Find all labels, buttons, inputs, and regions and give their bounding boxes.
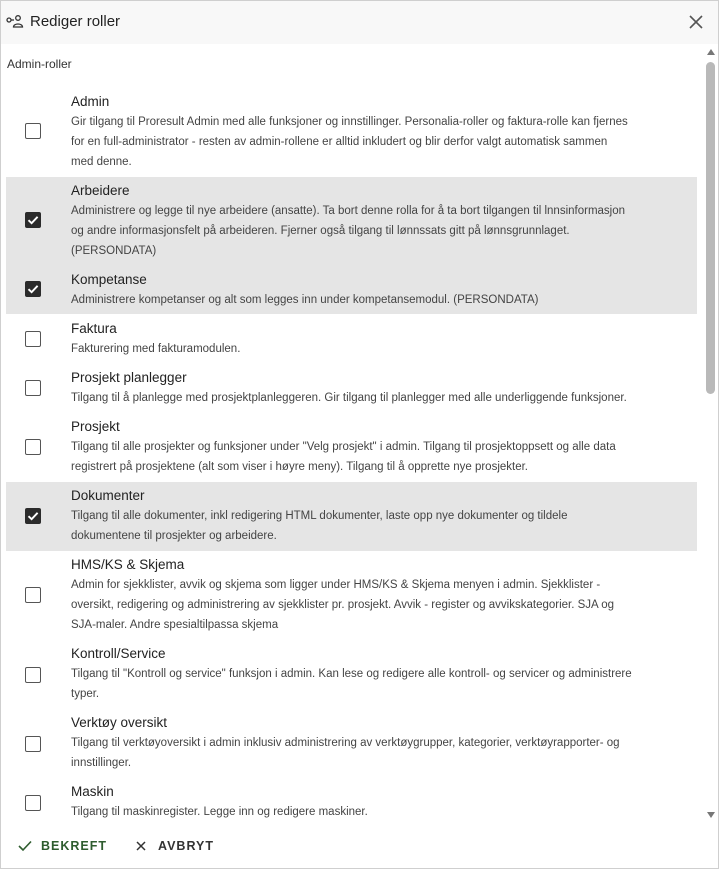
user-roles-icon — [6, 14, 24, 28]
role-row-kompetanse[interactable] — [6, 265, 697, 314]
role-row-kontroll-service[interactable] — [6, 640, 697, 709]
role-row-dokumenter[interactable] — [6, 482, 697, 551]
role-row-prosjekt[interactable] — [6, 412, 697, 481]
role-description: Tilgang til alle dokumenter, inkl redigering HTML dokumenter, laste opp nye dokumenter og tildele dokumentene til prosjekter og arbeidere. — [71, 510, 568, 542]
cancel-button-label: AVBRYT — [158, 839, 214, 853]
dialog-title: Rediger roller — [30, 13, 121, 30]
role-checkbox-faktura[interactable] — [25, 331, 41, 347]
section-label-admin-roles: Admin-roller — [7, 57, 72, 71]
role-description: Fakturering med fakturamodulen. — [71, 343, 241, 355]
role-title: Arbeidere — [71, 183, 130, 198]
role-checkbox-hms-ks-skjema[interactable] — [25, 587, 41, 603]
scrollbar[interactable] — [701, 45, 718, 825]
confirm-button-label: BEKREFT — [41, 839, 108, 853]
checkmark-icon — [27, 283, 39, 295]
role-title: Kompetanse — [71, 272, 147, 287]
role-checkbox-prosjekt[interactable] — [25, 439, 41, 455]
scrollbar-thumb[interactable] — [706, 62, 715, 394]
role-description: Administrere kompetanser og alt som legges inn under kompetansemodul. (PERSONDATA) — [71, 294, 539, 306]
role-checkbox-prosjekt-planlegger[interactable] — [25, 380, 41, 396]
cancel-button[interactable] — [135, 837, 220, 857]
role-checkbox-admin[interactable] — [25, 123, 41, 139]
role-row-hms-ks-skjema[interactable] — [6, 551, 697, 640]
role-description: Tilgang til alle prosjekter og funksjoner under "Velg prosjekt" i admin. Tilgang til prosjektoppsett og alle data registrert på prosjektene (alt som viser i høyre meny). Tilgang til å opprette nye prosjekter. — [71, 441, 616, 473]
role-row-prosjekt-planlegger[interactable] — [6, 363, 697, 412]
role-title: Prosjekt planlegger — [71, 370, 187, 385]
role-description: Gir tilgang til Proresult Admin med alle funksjoner og innstillinger. Personalia-roller og faktura-rolle kan fjernes for en full-administrator - resten av admin-rollene er alltid inkludert og blir derfor valgt automatisk sammen med denne. — [71, 116, 628, 168]
role-description: Tilgang til maskinregister. Legge inn og redigere maskiner. — [71, 806, 368, 818]
role-checkbox-dokumenter[interactable] — [25, 508, 41, 524]
role-checkbox-maskin[interactable] — [25, 795, 41, 811]
check-icon — [18, 840, 32, 852]
close-icon[interactable] — [687, 13, 705, 31]
dialog-footer — [1, 827, 718, 867]
role-row-arbeidere[interactable] — [6, 177, 697, 265]
role-description: Administrere og legge til nye arbeidere (ansatte). Ta bort denne rolla for å ta bort tilgangen til lnnsinformasjon og andre informasjonsfelt på arbeideren. Fjerner også tilgang til lønnssats gitt på lønnsgrunnlaget. (PERSONDATA) — [71, 205, 626, 257]
role-title: Kontroll/Service — [71, 646, 166, 661]
role-row-maskin[interactable] — [6, 778, 697, 824]
role-description: Tilgang til "Kontroll og service" funksjon i admin. Kan lese og redigere alle kontroll- og servicer og administrere typer. — [71, 668, 632, 700]
role-description: Tilgang til verktøyoversikt i admin inklusiv administrering av verktøygrupper, kategorier, verktøyrapporter- og innstillinger. — [71, 737, 620, 769]
scroll-up-arrow-icon[interactable] — [707, 49, 715, 55]
role-checkbox-arbeidere[interactable] — [25, 212, 41, 228]
role-row-faktura[interactable] — [6, 314, 697, 363]
role-title: Verktøy oversikt — [71, 715, 168, 730]
role-row-verktoy-oversikt[interactable] — [6, 709, 697, 778]
role-title: Faktura — [71, 321, 117, 336]
role-title: HMS/KS & Skjema — [71, 557, 185, 572]
close-icon — [135, 840, 147, 852]
role-title: Prosjekt — [71, 419, 120, 434]
role-checkbox-kontroll-service[interactable] — [25, 667, 41, 683]
role-title: Admin — [71, 94, 110, 109]
dialog-header — [1, 1, 718, 44]
role-description: Admin for sjekklister, avvik og skjema som ligger under HMS/KS & Skjema menyen i admin. Sjekklister - oversikt, redigering og administrering av sjekklister pr. prosjekt. Avvik - register og avvikskategorier. SJA og SJA-maler. Andre spesialtilpassa skjema — [71, 579, 615, 631]
role-row-admin[interactable] — [6, 88, 697, 176]
roles-list — [6, 88, 697, 824]
checkmark-icon — [27, 510, 39, 522]
checkmark-icon — [27, 214, 39, 226]
role-description: Tilgang til å planlegge med prosjektplanleggeren. Gir tilgang til planlegger med alle underliggende funksjoner. — [71, 392, 627, 404]
scroll-down-arrow-icon[interactable] — [707, 812, 715, 818]
role-checkbox-kompetanse[interactable] — [25, 281, 41, 297]
role-title: Dokumenter — [71, 488, 145, 503]
role-checkbox-verktoy-oversikt[interactable] — [25, 736, 41, 752]
confirm-button[interactable] — [18, 837, 108, 857]
role-title: Maskin — [71, 784, 114, 799]
